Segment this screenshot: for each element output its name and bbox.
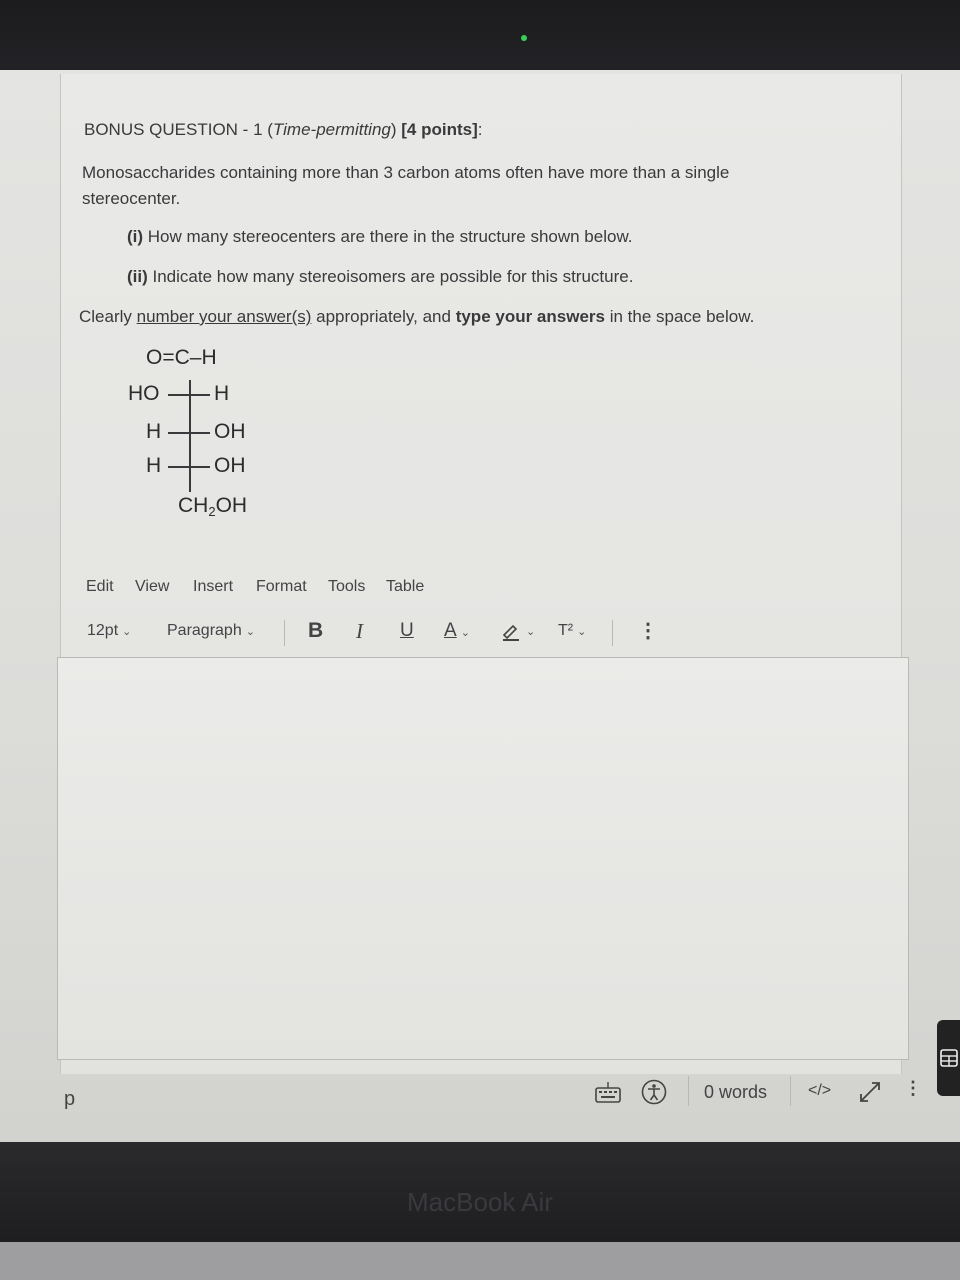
- statusbar-divider: [688, 1076, 689, 1106]
- question-intro: Monosaccharides containing more than 3 carbon atoms often have more than a single stereocenter.: [82, 163, 730, 208]
- question-part-ii: (ii) Indicate how many stereoisomers are possible for this structure.: [127, 267, 634, 286]
- row1-right-group: H: [214, 382, 230, 405]
- keyboard-shortcuts-button[interactable]: [594, 1079, 622, 1110]
- element-path-indicator[interactable]: p: [64, 1088, 76, 1110]
- carbon-backbone: [189, 380, 191, 492]
- highlighter-icon: [500, 620, 522, 642]
- accessibility-checker-button[interactable]: [640, 1078, 668, 1111]
- chevron-down-icon: ⌄: [577, 626, 587, 638]
- hydroxymethyl-group: $CH_2OH$: [178, 494, 248, 519]
- accessibility-icon: [640, 1078, 668, 1106]
- expand-icon: [856, 1078, 884, 1106]
- toolbar-divider: [612, 620, 613, 646]
- text-color-button[interactable]: A ⌄: [444, 620, 470, 641]
- menu-tools[interactable]: Tools: [328, 578, 366, 595]
- superscript-button[interactable]: T² ⌄: [558, 622, 587, 639]
- row2-left-group: H: [146, 420, 162, 443]
- resize-handle[interactable]: ⋮: [904, 1078, 922, 1098]
- menu-insert[interactable]: Insert: [193, 578, 234, 595]
- row1-left-group: HO: [128, 382, 160, 405]
- side-tab[interactable]: [937, 1020, 960, 1096]
- highlight-color-button[interactable]: [500, 620, 535, 642]
- desk-surface: [0, 1242, 960, 1280]
- answer-text-area[interactable]: [57, 657, 909, 1060]
- row3-right-group: OH: [214, 454, 246, 477]
- chevron-down-icon: ⌄: [122, 626, 132, 638]
- editor-statusbar: [594, 1074, 924, 1108]
- camera-indicator-light: [521, 35, 527, 41]
- toolbar-divider: [284, 620, 285, 646]
- statusbar-divider: [790, 1076, 791, 1106]
- laptop-bezel-top: [0, 0, 960, 70]
- keyboard-icon: [594, 1079, 622, 1105]
- menu-table[interactable]: Table: [386, 578, 425, 595]
- bold-button[interactable]: B: [308, 619, 324, 642]
- font-size-select[interactable]: 12pt ⌄: [87, 622, 132, 639]
- block-format-select[interactable]: Paragraph ⌄: [167, 622, 255, 639]
- underline-button[interactable]: U: [400, 620, 414, 641]
- bond-row-1: [168, 394, 210, 396]
- chevron-down-icon: ⌄: [245, 626, 255, 638]
- fullscreen-button[interactable]: [856, 1078, 884, 1111]
- fischer-projection: [120, 340, 300, 530]
- more-options-button[interactable]: ⋮: [638, 620, 658, 642]
- calculator-icon: [939, 1048, 959, 1068]
- laptop-brand-label: MacBook Air: [407, 1187, 553, 1217]
- question-title: BONUS QUESTION - 1 (Time-permitting) [4 points]:: [84, 120, 483, 139]
- aldehyde-group: O=C–H: [146, 346, 217, 369]
- menu-format[interactable]: Format: [256, 578, 307, 595]
- answer-instructions: Clearly number your answer(s) appropriately, and type your answers in the space below.: [79, 307, 755, 326]
- menu-edit[interactable]: Edit: [86, 578, 114, 595]
- html-editor-toggle[interactable]: </>: [808, 1082, 832, 1099]
- italic-button[interactable]: I: [356, 619, 363, 643]
- word-count[interactable]: 0 words: [704, 1082, 768, 1102]
- chevron-down-icon: ⌄: [526, 626, 536, 639]
- menu-view[interactable]: View: [135, 578, 170, 595]
- bond-row-3: [168, 466, 210, 468]
- editor-toolbar: [86, 618, 686, 648]
- bond-row-2: [168, 432, 210, 434]
- question-part-i: (i) How many stereocenters are there in the structure shown below.: [127, 227, 633, 246]
- chevron-down-icon: ⌄: [460, 627, 470, 639]
- row3-left-group: H: [146, 454, 162, 477]
- row2-right-group: OH: [214, 420, 246, 443]
